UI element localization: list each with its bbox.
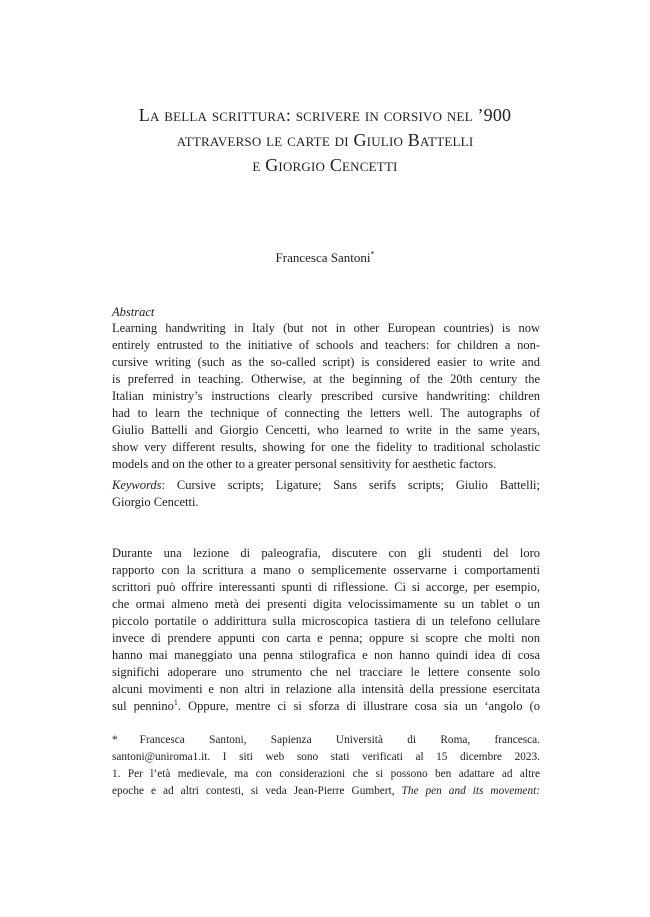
author-line <box>0 250 650 266</box>
abstract-heading: Abstract <box>112 305 155 319</box>
keywords-line-1 <box>112 477 540 494</box>
body-line: piccolo portatile o addirittura sulla microscopica tastiera di un telefono cellulare <box>112 614 540 628</box>
footnotes <box>112 732 540 800</box>
body-line: Durante una lezione di paleografia, discutere con gli studenti del loro <box>112 546 540 560</box>
footnote-star-line-1 <box>112 732 540 749</box>
author-footnote-mark: * <box>370 249 375 259</box>
abstract-line: had to learn the technique of connecting the letters well. The autographs of <box>112 406 540 420</box>
title-line-3: e Giorgio Cencetti <box>252 155 398 175</box>
footnote-1-line-2 <box>112 783 540 800</box>
abstract-line: show very different results, showing for one the fidelity to traditional scholastic <box>112 440 540 454</box>
abstract-paragraph <box>112 320 540 473</box>
body-line: significhi adoperare uno strumento che nel tracciare le lettere consente solo <box>112 665 540 679</box>
author-name: Francesca Santoni <box>275 250 371 265</box>
footnote-star-text: Francesca Santoni, Sapienza Università di Roma, francesca. <box>139 734 540 746</box>
keywords-block <box>112 477 540 511</box>
body-line: invece di prendere appunti con carta e penna; oppure si scopre che molti non <box>112 631 540 645</box>
footnote-star-line-2: santoni@uniroma1.it. I siti web sono stati verificati al 15 dicembre 2023. <box>112 751 540 763</box>
title-line-2: attraverso le carte di Giulio Battelli <box>176 130 474 150</box>
footnote-text: epoche e ad altri contesti, si veda Jean-Pierre Gumbert, <box>112 785 402 797</box>
footnote-ref-1[interactable]: 1 <box>173 697 178 707</box>
abstract-line: Giulio Battelli and Giorgio Cencetti, who learned to write in the same years, <box>112 423 540 437</box>
body-text-fragment: sul pennino <box>112 699 174 713</box>
cited-title: The pen and its movement: <box>401 785 540 797</box>
body-paragraph <box>112 545 540 715</box>
body-line: hanno mai maneggiato una penna stilografica e non hanno quindi idea di cosa <box>112 648 540 662</box>
footnote-star-mark: * <box>112 734 118 746</box>
body-line: alcuni movimenti e non altri in relazione alla intensità della pressione esercitata <box>112 682 540 696</box>
keywords-list-start: : Cursive scripts; Ligature; Sans serifs scripts; Giulio Battelli; <box>161 478 540 492</box>
paper-title <box>110 103 540 178</box>
title-line-1: La bella scrittura: scrivere in corsivo nel ’900 <box>138 105 512 125</box>
abstract-line: Learning handwriting in Italy (but not in other European countries) is now <box>112 321 540 335</box>
body-line: scrittori può offrire interessanti spunti di riflessione. Ci si accorge, per esempio, <box>112 580 540 594</box>
body-line-last <box>112 698 540 715</box>
body-line: che ormai almeno metà dei presenti digita velocissimamente su un tablet o un <box>112 597 540 611</box>
abstract-line: cursive writing (such as the so-called script) is considered easier to write and <box>112 355 540 369</box>
abstract-line: Italian ministry’s instructions clearly prescribed cursive handwriting: children <box>112 389 540 403</box>
abstract-line: entirely entrusted to the initiative of schools and teachers: for children a non- <box>112 338 540 352</box>
abstract-line: is preferred in teaching. Otherwise, at the beginning of the 20th century the <box>112 372 540 386</box>
body-text-fragment: . Oppure, mentre ci si sforza di illustrare cosa sia un ‘angolo (o <box>177 699 541 713</box>
keywords-label: Keywords <box>112 478 162 492</box>
abstract-line: models and on the other to a greater personal sensitivity for aesthetic factors. <box>112 457 497 471</box>
keywords-line-2: Giorgio Cencetti. <box>112 495 199 509</box>
body-line: rapporto con la scrittura a mano o semplicemente osservarne i comportamenti <box>112 563 540 577</box>
footnote-1-line-1: 1. Per l’età medievale, ma con considerazioni che si possono ben adattare ad altre <box>112 768 540 780</box>
